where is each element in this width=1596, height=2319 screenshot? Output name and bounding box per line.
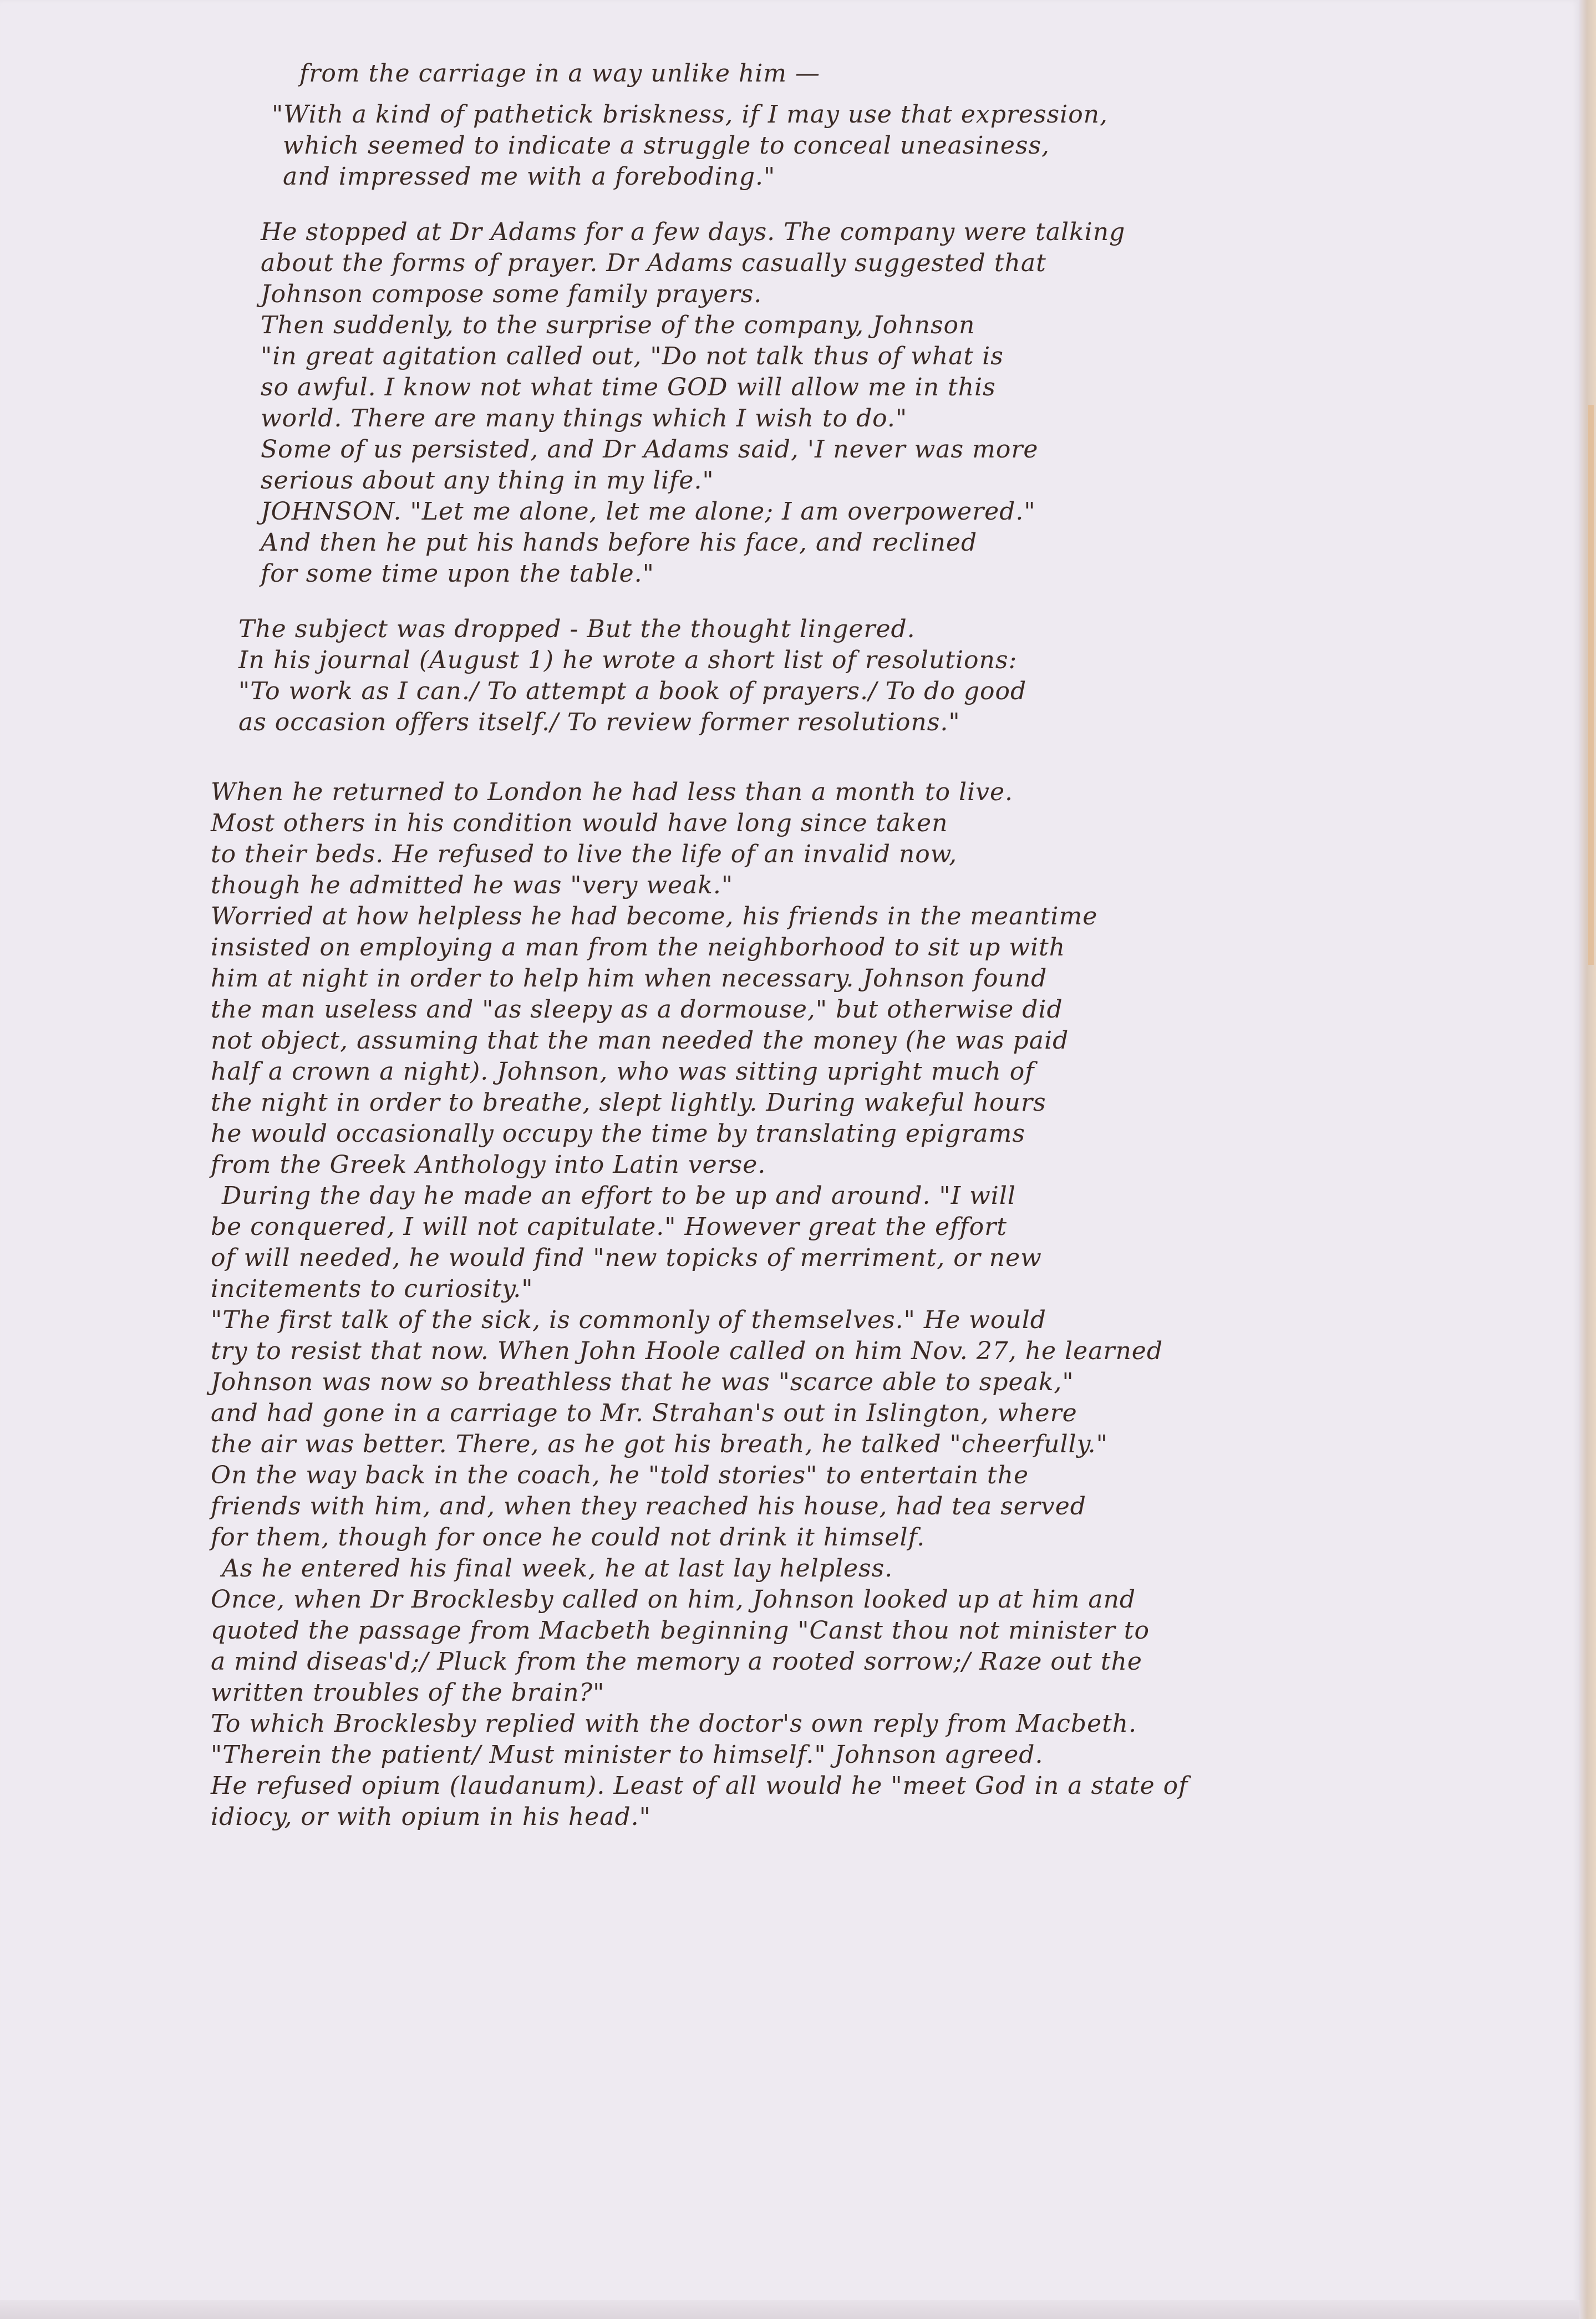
text-line: Worried at how helpless he had become, his friends in the meantime (211, 902, 1098, 930)
text-line: "in great agitation called out, "Do not talk thus of what is (261, 342, 1004, 370)
text-line: incitements to curiosity." (211, 1275, 533, 1303)
text-line: When he returned to London he had less than a month to live. (211, 778, 1014, 806)
text-line: Most others in his condition would have long since taken (211, 809, 948, 837)
paragraph-4 (211, 614, 1320, 738)
text-line: which seemed to indicate a struggle to conceal uneasiness, (283, 131, 1050, 160)
text-line: "To work as I can./ To attempt a book of prayers./ To do good (238, 677, 1027, 705)
text-line: him at night in order to help him when necessary. Johnson found (211, 964, 1048, 993)
text-line: to their beds. He refused to live the life of an invalid now, (211, 840, 958, 868)
handwritten-text (211, 58, 1320, 1833)
text-line: a mind diseas'd;/ Pluck from the memory a rooted sorrow;/ Raze out the (211, 1647, 1142, 1676)
text-line: about the forms of prayer. Dr Adams casually suggested that (261, 249, 1046, 277)
text-line: Johnson was now so breathless that he was "scarce able to speak," (211, 1368, 1074, 1396)
paragraph-5 (211, 777, 1320, 1833)
text-line: serious about any thing in my life." (261, 466, 714, 495)
text-line: so awful. I know not what time GOD will allow me in this (261, 373, 996, 401)
text-line: though he admitted he was "very weak." (211, 871, 734, 899)
edge-discoloration (1588, 405, 1594, 965)
text-line: As he entered his final week, he at last lay helpless. (222, 1554, 893, 1583)
text-line: world. There are many things which I wish to do." (261, 404, 908, 433)
text-line: half a crown a night). Johnson, who was sitting upright much of (211, 1057, 1035, 1086)
text-line: the night in order to breathe, slept lightly. During wakeful hours (211, 1089, 1046, 1117)
text-line: for some time upon the table." (261, 560, 654, 588)
text-line: He stopped at Dr Adams for a few days. The company were talking (261, 218, 1126, 246)
text-line: idiocy, or with opium in his head." (211, 1803, 651, 1831)
text-line: friends with him, and, when they reached his house, had tea served (211, 1492, 1086, 1520)
text-line: the air was better. There, as he got his breath, he talked "cheerfully." (211, 1430, 1108, 1458)
paragraph-2 (211, 99, 1320, 192)
paragraph-1 (211, 58, 1320, 89)
text-line: Then suddenly, to the surprise of the company, Johnson (261, 311, 975, 339)
text-line: and had gone in a carriage to Mr. Strahan's out in Islington, where (211, 1399, 1077, 1427)
text-line: as occasion offers itself./ To review former resolutions." (238, 708, 960, 736)
text-line: from the carriage in a way unlike him — (299, 59, 820, 88)
text-line: he would occasionally occupy the time by translating epigrams (211, 1120, 1025, 1148)
text-line: try to resist that now. When John Hoole called on him Nov. 27, he learned (211, 1337, 1163, 1365)
text-line: And then he put his hands before his face, and reclined (261, 528, 978, 557)
text-line: To which Brocklesby replied with the doctor's own reply from Macbeth. (211, 1710, 1137, 1738)
text-line: from the Greek Anthology into Latin verse. (211, 1151, 766, 1179)
page-side-edge (1579, 0, 1596, 2319)
text-line: the man useless and "as sleepy as a dormouse," but otherwise did (211, 995, 1063, 1024)
paragraph-3 (211, 217, 1320, 589)
text-line: On the way back in the coach, he "told stories" to entertain the (211, 1461, 1029, 1489)
text-line: "The first talk of the sick, is commonly of themselves." He would (211, 1306, 1046, 1334)
page-bottom-edge (0, 2300, 1579, 2319)
text-line: written troubles of the brain?" (211, 1679, 605, 1707)
text-line: of will needed, he would find "new topicks of merriment, or new (211, 1244, 1042, 1272)
text-line: In his journal (August 1) he wrote a short list of resolutions: (238, 646, 1018, 674)
text-line: "Therein the patient/ Must minister to himself." Johnson agreed. (211, 1741, 1044, 1769)
text-line: Some of us persisted, and Dr Adams said, 'I never was more (261, 435, 1039, 464)
text-line: insisted on employing a man from the neighborhood to sit up with (211, 933, 1066, 962)
text-line: During the day he made an effort to be up and around. "I will (222, 1182, 1016, 1210)
text-line: He refused opium (laudanum). Least of all would he "meet God in a state of (211, 1772, 1188, 1800)
text-line: JOHNSON. "Let me alone, let me alone; I am overpowered." (261, 497, 1036, 526)
text-line: not object, assuming that the man needed the money (he was paid (211, 1026, 1069, 1055)
text-line: The subject was dropped - But the thought lingered. (238, 615, 916, 643)
text-line: "With a kind of pathetick briskness, if I may use that expression, (272, 100, 1109, 129)
text-line: Once, when Dr Brocklesby called on him, Johnson looked up at him and (211, 1585, 1136, 1614)
text-line: be conquered, I will not capitulate." However great the effort (211, 1213, 1007, 1241)
text-line: quoted the passage from Macbeth beginning "Canst thou not minister to (211, 1616, 1150, 1645)
text-line: Johnson compose some family prayers. (261, 280, 763, 308)
text-line: for them, though for once he could not drink it himself. (211, 1523, 926, 1552)
text-line: and impressed me with a foreboding." (283, 162, 776, 191)
